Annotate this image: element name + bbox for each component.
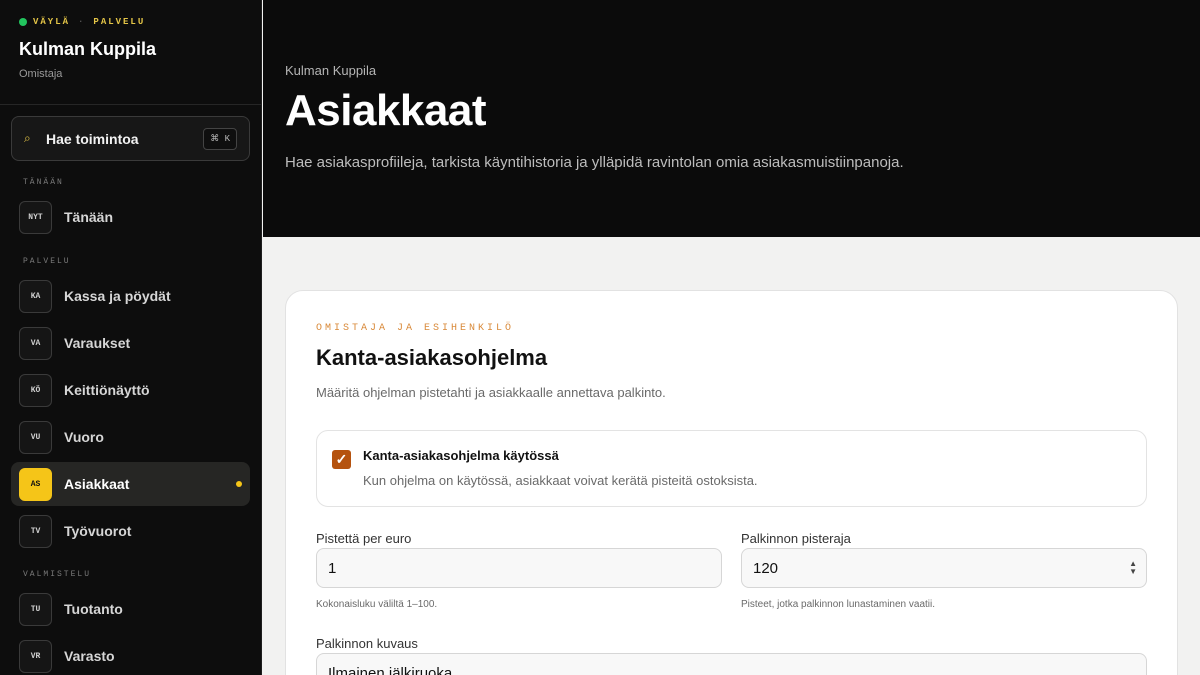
points-per-euro-hint: Kokonaisluku väliltä 1–100. [316, 599, 438, 610]
points-per-euro-label: Pistettä per euro [316, 531, 412, 546]
loyalty-enabled-checkbox[interactable] [332, 450, 351, 469]
nav-label: Varaukset [64, 335, 131, 351]
reward-threshold-input[interactable] [741, 548, 1147, 588]
nav-item-kassa[interactable] [11, 274, 250, 318]
search-label: Hae toimintoa [46, 130, 139, 147]
page-subtitle: Hae asiakasprofiileja, tarkista käyntihistoria ja ylläpidä ravintolan omia asiakasmuistiinpanoja. [285, 154, 904, 171]
reward-threshold-label: Palkinnon pisteraja [741, 531, 851, 546]
sidebar [0, 0, 262, 675]
nav-badge: VA [19, 327, 52, 360]
nav-item-keittionaytto[interactable] [11, 368, 250, 412]
brand-tag [19, 17, 242, 27]
nav-label: Keittiönäyttö [64, 382, 150, 398]
nav-badge: TU [19, 593, 52, 626]
nav-label: Työvuorot [64, 523, 132, 539]
nav-item-vuoro[interactable] [11, 415, 250, 459]
nav-label: Tänään [64, 209, 114, 225]
nav-badge: KÖ [19, 374, 52, 407]
card-description: Määritä ohjelman pistetahti ja asiakkaalle annettava palkinto. [316, 385, 666, 400]
nav-item-tanaan[interactable] [11, 195, 250, 239]
page-header [263, 0, 1200, 237]
nav-badge: NYT [19, 201, 52, 234]
loyalty-program-card [285, 290, 1178, 675]
number-stepper-icon[interactable]: ▲ ▼ [1129, 559, 1137, 576]
card-eyebrow: OMISTAJA JA ESIHENKILÖ [316, 323, 515, 334]
nav-label: Vuoro [64, 429, 104, 445]
nav-badge: KA [19, 280, 52, 313]
card-title: Kanta-asiakasohjelma [316, 345, 548, 370]
nav-label: Kassa ja pöydät [64, 288, 171, 304]
loyalty-toggle-title: Kanta-asiakasohjelma käytössä [363, 448, 559, 463]
reward-description-label: Palkinnon kuvaus [316, 636, 418, 651]
shortcut-hint: ⌘ K [203, 128, 237, 150]
nav-item-asiakkaat[interactable] [11, 462, 250, 506]
nav-item-varaukset[interactable] [11, 321, 250, 365]
section-label-prep: VALMISTELU [23, 570, 92, 579]
user-role: Omistaja [19, 68, 63, 80]
nav-item-tyovuorot[interactable] [11, 509, 250, 553]
reward-threshold-wrapper [741, 548, 1147, 588]
search-icon: ⌕ [24, 131, 31, 145]
nav-item-tuotanto[interactable] [11, 587, 250, 631]
section-label-today: TÄNÄÄN [23, 178, 64, 187]
brand-tag-left: VÄYLÄ [33, 17, 71, 27]
points-per-euro-input[interactable] [316, 548, 722, 588]
nav-item-varasto[interactable] [11, 634, 250, 675]
nav-badge: TV [19, 515, 52, 548]
reward-description-input[interactable] [316, 653, 1147, 675]
page-title: Asiakkaat [285, 86, 486, 135]
restaurant-name: Kulman Kuppila [19, 39, 157, 59]
nav-badge: AS [19, 468, 52, 501]
nav-badge: VU [19, 421, 52, 454]
command-search-button[interactable] [11, 116, 250, 161]
nav-badge: VR [19, 640, 52, 673]
nav-label: Asiakkaat [64, 476, 130, 492]
brand-block [0, 0, 261, 105]
status-dot-icon [19, 18, 27, 26]
active-indicator-icon [236, 481, 242, 487]
breadcrumb[interactable]: Kulman Kuppila [285, 63, 377, 78]
loyalty-toggle-box [316, 430, 1147, 507]
nav-label: Tuotanto [64, 601, 123, 617]
reward-threshold-hint: Pisteet, jotka palkinnon lunastaminen vaatii. [741, 599, 936, 610]
brand-tag-separator: · [78, 17, 86, 27]
section-label-service: PALVELU [23, 257, 71, 266]
nav-label: Varasto [64, 648, 115, 664]
checkmark-icon: ✓ [335, 451, 348, 467]
loyalty-toggle-description: Kun ohjelma on käytössä, asiakkaat voivat kerätä pisteitä ostoksista. [363, 473, 758, 488]
brand-tag-right: PALVELU [93, 17, 146, 27]
